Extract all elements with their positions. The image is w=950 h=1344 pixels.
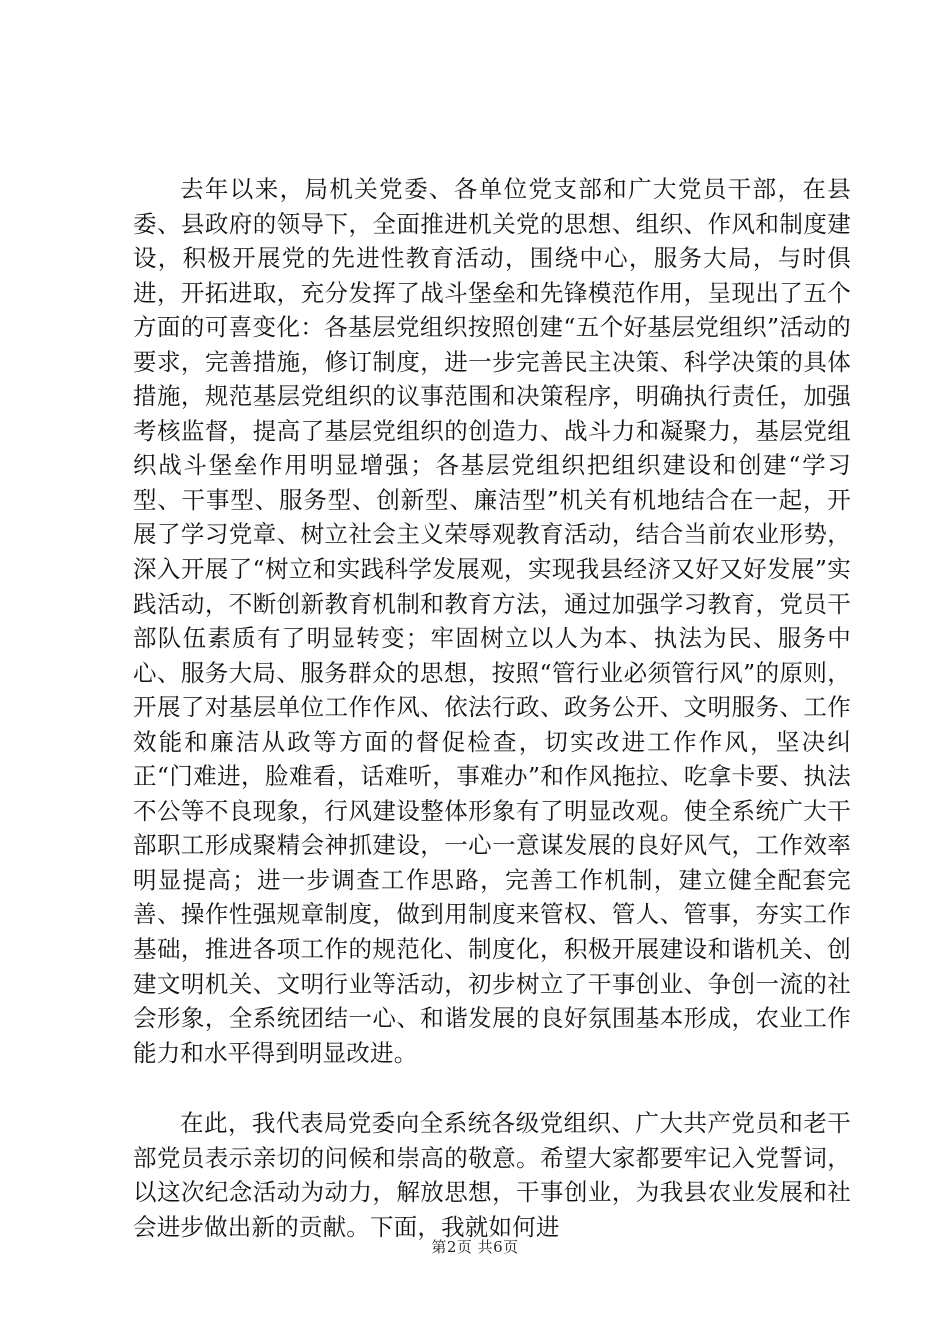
paragraph-2: 在此，我代表局党委向全系统各级党组织、广大共产党员和老干部党员表示亲切的问候和崇高的敬意。希望大家都要牢记入党誓词，以这次纪念活动为动力，解放思想，干事创业，为我县农业发展和社会进步做出新的贡献。下面，我就如何进 bbox=[133, 1109, 851, 1241]
page-number: 第2页 共6页 bbox=[431, 1238, 519, 1256]
document-body bbox=[133, 172, 851, 1244]
page-footer bbox=[0, 1236, 950, 1257]
paragraph-1: 去年以来，局机关党委、各单位党支部和广大党员干部，在县委、县政府的领导下，全面推进机关党的思想、组织、作风和制度建设，积极开展党的先进性教育活动，围绕中心，服务大局，与时俱进，开拓进取，充分发挥了战斗堡垒和先锋模范作用，呈现出了五个方面的可喜变化：各基层党组织按照创建“五个好基层党组织”活动的要求，完善措施，修订制度，进一步完善民主决策、科学决策的具体措施，规范基层党组织的议事范围和决策程序，明确执行责任，加强考核监督，提高了基层党组织的创造力、战斗力和凝聚力，基层党组织战斗堡垒作用明显增强；各基层党组织把组织建设和创建“学习型、干事型、服务型、创新型、廉洁型”机关有机地结合在一起，开展了学习党章、树立社会主义荣辱观教育活动，结合当前农业形势，深入开展了“树立和实践科学发展观，实现我县经济又好又好发展”实践活动，不断创新教育机制和教育方法，通过加强学习教育，党员干部队伍素质有了明显转变；牢固树立以人为本、执法为民、服务中心、服务大局、服务群众的思想，按照“管行业必须管行风”的原则，开展了对基层单位工作作风、依法行政、政务公开、文明服务、工作效能和廉洁从政等方面的督促检查，切实改进工作作风，坚决纠正“门难进，脸难看，话难听，事难办”和作风拖拉、吃拿卡要、执法不公等不良现象，行风建设整体形象有了明显改观。使全系统广大干部职工形成聚精会神抓建设，一心一意谋发展的良好风气，工作效率明显提高；进一步调查工作思路，完善工作机制，建立健全配套完善、操作性强规章制度，做到用制度来管权、管人、管事，夯实工作基础，推进各项工作的规范化、制度化，积极开展建设和谐机关、创建文明机关、文明行业等活动，初步树立了干事创业、争创一流的社会形象，全系统团结一心、和谐发展的良好氛围基本形成，农业工作能力和水平得到明显改进。 bbox=[133, 175, 851, 1067]
